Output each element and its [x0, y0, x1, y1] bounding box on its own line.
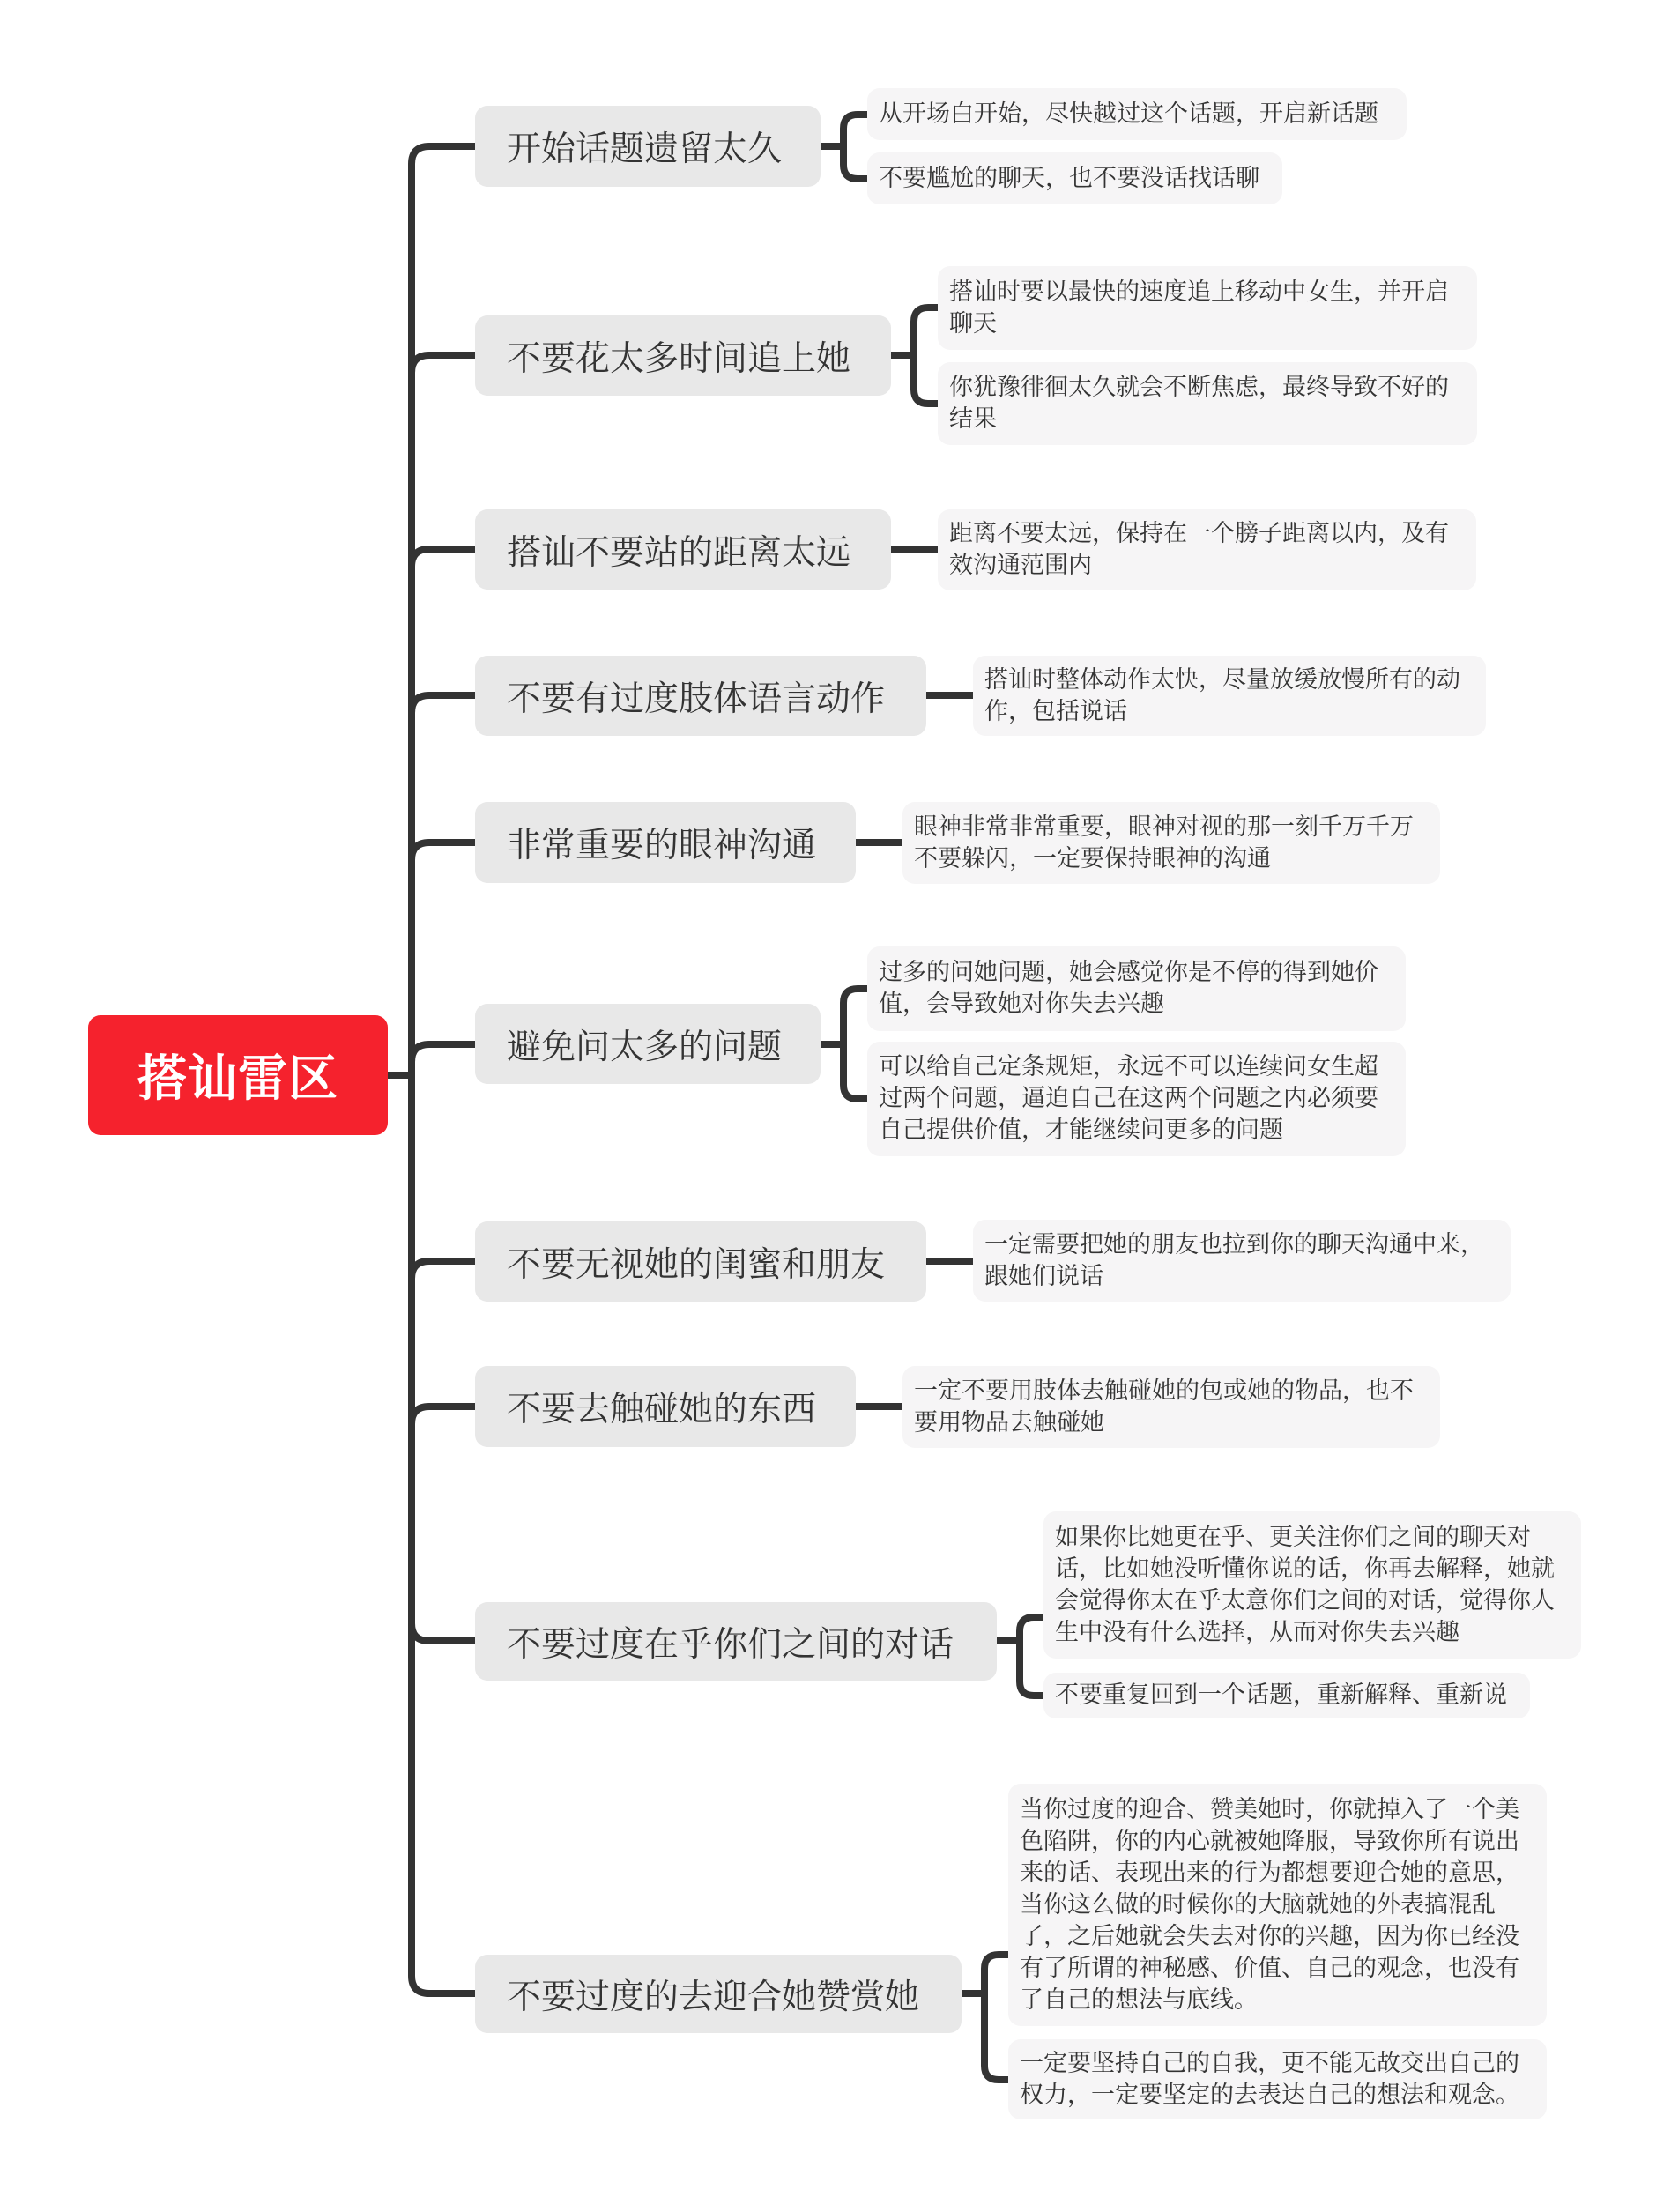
leaf-topic-7-1[interactable] [973, 1220, 1511, 1302]
leaf-topic-6-1[interactable] [867, 946, 1406, 1031]
leaf-text-line: 一定需要把她的朋友也拉到你的聊天沟通中来， [984, 1230, 1484, 1258]
leaf-text-line: 话，比如她没听懂你说的话，你再去解释，她就 [1055, 1555, 1555, 1583]
leaf-text-line: 跟她们说话 [984, 1262, 1103, 1290]
leaf-text-line: 一定要坚持自己的自我，更不能无故交出自己的 [1020, 2049, 1519, 2077]
leaf-text-line: 要用物品去触碰她 [914, 1408, 1104, 1436]
leaf-text-line: 一定不要用肢体去触碰她的包或她的物品，也不 [914, 1377, 1414, 1405]
leaf-text-line: 生中没有什么选择，从而对你失去兴趣 [1055, 1618, 1459, 1646]
leaf-text-line: 可以给自己定条规矩，永远不可以连续问女生超 [879, 1053, 1378, 1080]
branch-label: 开始话题遗留太久 [507, 130, 783, 169]
branch-label: 不要过度在乎你们之间的对话 [507, 1624, 954, 1665]
branch-topic-9[interactable] [475, 1602, 997, 1681]
leaf-text-line: 效沟通范围内 [949, 552, 1092, 579]
branch-topic-7[interactable] [475, 1221, 926, 1302]
leaf-text-line: 了自己的想法与底线。 [1020, 1986, 1258, 2014]
leaf-text-line: 不要尴尬的聊天，也不要没话找话聊 [879, 164, 1259, 192]
branch-label: 搭讪不要站的距离太远 [507, 532, 851, 573]
leaf-topic-10-1[interactable] [1008, 1784, 1547, 2026]
leaf-text-line: 从开场白开始，尽快越过这个话题，开启新话题 [879, 100, 1378, 128]
branch-topic-8[interactable] [475, 1366, 856, 1447]
leaf-topic-4-1[interactable] [973, 656, 1486, 736]
branch-topic-6[interactable] [475, 1004, 821, 1084]
branch-label: 避免问太多的问题 [507, 1027, 783, 1067]
leaf-text-line: 色陷阱，你的内心就被她降服，导致你所有说出 [1020, 1827, 1519, 1855]
leaf-text-line: 自己提供价值，才能继续问更多的问题 [879, 1117, 1283, 1144]
leaf-text-line: 眼神非常非常重要，眼神对视的那一刻千万千万 [914, 813, 1414, 841]
branch-topic-2[interactable] [475, 315, 891, 396]
leaf-topic-9-1[interactable] [1043, 1511, 1581, 1659]
leaf-text-line: 过两个问题，逼迫自己在这两个问题之内必须要 [879, 1085, 1378, 1112]
leaf-topic-6-2[interactable] [867, 1042, 1406, 1156]
leaf-text-line: 搭讪时整体动作太快，尽量放缓放慢所有的动 [984, 665, 1460, 694]
leaf-text-line: 作，包括说话 [984, 697, 1127, 725]
leaf-topic-1-2[interactable] [867, 152, 1282, 204]
branch-label: 不要无视她的闺蜜和朋友 [507, 1244, 886, 1285]
leaf-text-line: 了，之后她就会失去对你的兴趣，因为你已经没 [1020, 1922, 1519, 1950]
leaf-text-line: 搭讪时要以最快的速度追上移动中女生，并开启 [949, 278, 1449, 306]
root-topic[interactable] [88, 1015, 388, 1135]
leaf-topic-8-1[interactable] [902, 1366, 1440, 1448]
leaf-topic-9-2[interactable] [1043, 1673, 1530, 1718]
leaf-topic-3-1[interactable] [938, 509, 1476, 590]
leaf-text-line: 过多的问她问题，她会感觉你是不停的得到她价 [879, 959, 1378, 986]
leaf-topic-2-2[interactable] [938, 362, 1477, 445]
leaf-text-line: 当你这么做的时候你的大脑就她的外表搞混乱 [1020, 1890, 1496, 1919]
branch-label: 不要过度的去迎合她赞赏她 [507, 1977, 920, 2017]
leaf-topic-2-1[interactable] [938, 266, 1477, 350]
leaf-topic-1-1[interactable] [867, 88, 1407, 140]
leaf-text-line: 权力，一定要坚定的去表达自己的想法和观念。 [1020, 2081, 1519, 2109]
branch-label: 不要花太多时间追上她 [507, 338, 851, 379]
branch-label: 不要有过度肢体语言动作 [507, 679, 886, 719]
leaf-text-line: 聊天 [949, 309, 997, 338]
leaf-text-line: 当你过度的迎合、赞美她时，你就掉入了一个美 [1020, 1795, 1519, 1823]
branch-label: 非常重要的眼神沟通 [507, 826, 817, 865]
branch-topic-1[interactable] [475, 106, 821, 187]
branch-label: 不要去触碰她的东西 [507, 1390, 817, 1429]
leaf-text-line: 你犹豫徘徊太久就会不断焦虑，最终导致不好的 [949, 374, 1449, 401]
branch-topic-3[interactable] [475, 509, 891, 590]
leaf-text-line: 来的话、表现出来的行为都想要迎合她的意思， [1020, 1859, 1519, 1887]
leaf-text-line: 如果你比她更在乎、更关注你们之间的聊天对 [1055, 1523, 1531, 1551]
leaf-topic-10-2[interactable] [1008, 2039, 1547, 2119]
leaf-topic-5-1[interactable] [902, 802, 1440, 884]
leaf-text-line: 结果 [949, 405, 997, 433]
branch-topic-10[interactable] [475, 1955, 962, 2033]
branch-topic-4[interactable] [475, 656, 926, 736]
leaf-text-line: 不要重复回到一个话题，重新解释、重新说 [1055, 1681, 1507, 1709]
root-topic-label: 搭讪雷区 [137, 1050, 338, 1108]
leaf-text-line: 有了所谓的神秘感、价值、自己的观念，也没有 [1020, 1954, 1519, 1982]
leaf-text-line: 值，会导致她对你失去兴趣 [879, 991, 1164, 1018]
leaf-text-line: 会觉得你太在乎太意你们之间的对话，觉得你人 [1055, 1586, 1555, 1614]
leaf-text-line: 不要躲闪，一定要保持眼神的沟通 [914, 844, 1271, 872]
branch-topic-5[interactable] [475, 802, 856, 883]
leaf-text-line: 距离不要太远，保持在一个膀子距离以内，及有 [949, 520, 1449, 547]
